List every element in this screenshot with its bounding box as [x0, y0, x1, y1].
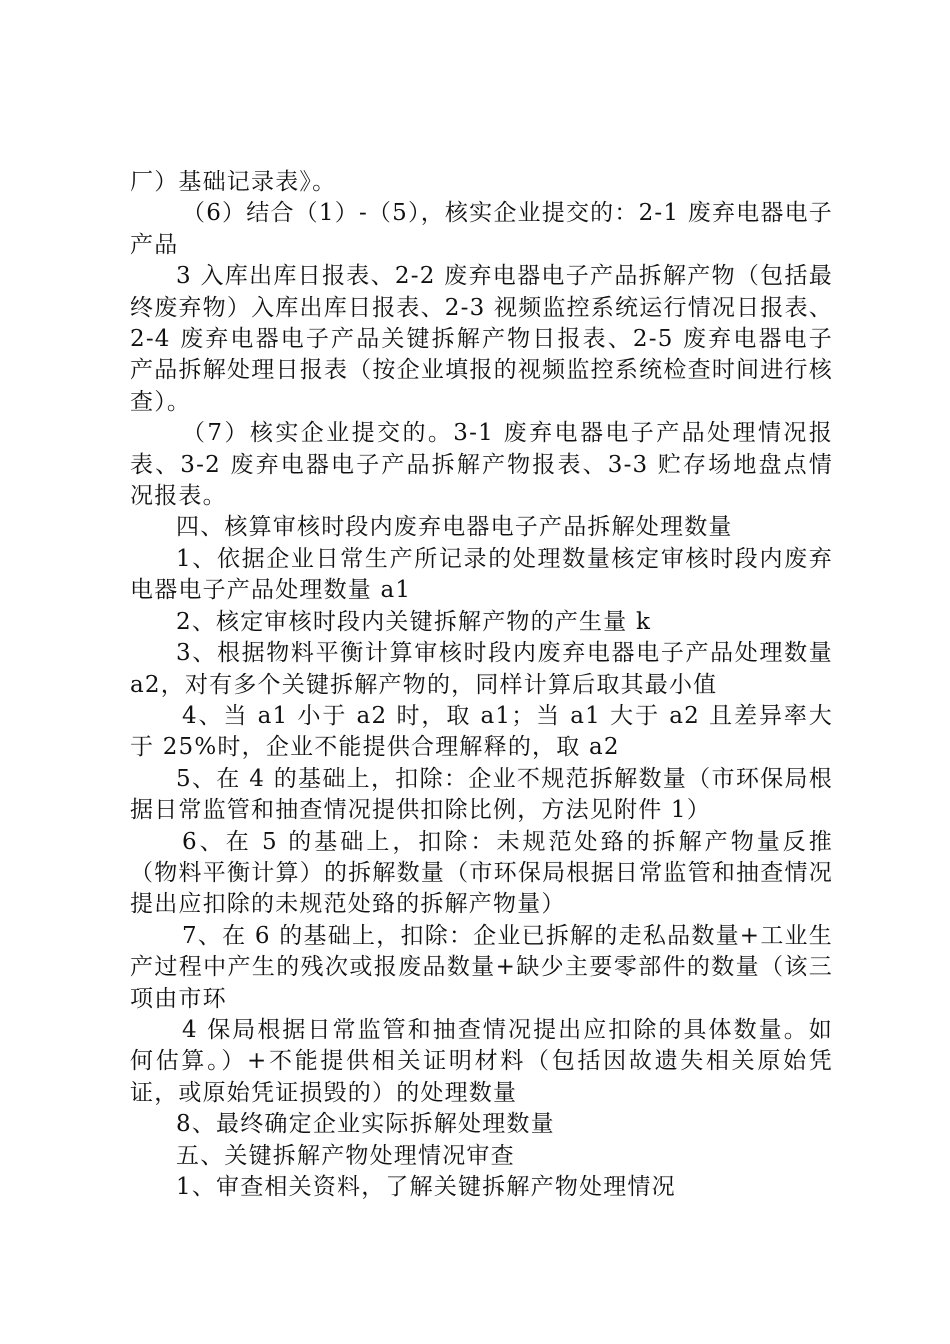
list-item-7: 7、在 6 的基础上，扣除：企业已拆解的走私品数量+工业生产过程中产生的残次或报废品数量+缺少主要零部件的数量（该三项由市环 [130, 922, 833, 1012]
paragraph-item-7: （7）核实企业提交的。3-1 废弃电器电子产品处理情况报表、3-2 废弃电器电子产品拆解产物报表、3-3 贮存场地盘点情况报表。 [130, 420, 833, 510]
paragraph-item-6: （6）结合（1）-（5），核实企业提交的：2-1 废弃电器电子产品 [130, 200, 833, 258]
list-item-5: 5、在 4 的基础上，扣除：企业不规范拆解数量（市环保局根据日常监管和抽查情况提供扣除比例，方法见附件 1） [130, 765, 833, 824]
list-item-1: 1、依据企业日常生产所记录的处理数量核定审核时段内废弃电器电子产品处理数量 a1 [130, 545, 833, 604]
list-item-7-continued: 4 保局根据日常监管和抽查情况提出应扣除的具体数量。如何估算。）+不能提供相关证明材料（包括因故遗失相关原始凭证，或原始凭证损毁的）的处理数量 [130, 1016, 833, 1106]
list-item-2: 2、核定审核时段内关键拆解产物的产生量 k [176, 608, 652, 635]
list-item-5-1: 1、审查相关资料，了解关键拆解产物处理情况 [176, 1174, 676, 1200]
paragraph-report-list: 3 入库出库日报表、2-2 废弃电器电子产品拆解产物（包括最终废弃物）入库出库日报表、2-3 视频监控系统运行情况日报表、2-4 废弃电器电子产品关键拆解产物日报表、2-5 废弃电器电子产品拆解处理日报表（按企业填报的视频监控系统检查时间进行核查）。 [130, 263, 833, 415]
list-item-8: 8、最终确定企业实际拆解处理数量 [176, 1111, 555, 1138]
section-heading-4: 四、核算审核时段内废弃电器电子产品拆解处理数量 [176, 514, 733, 541]
paragraph-continuation: 厂）基础记录表》。 [130, 169, 337, 195]
section-heading-5: 五、关键拆解产物处理情况审查 [176, 1142, 515, 1169]
list-item-4: 4、当 a1 小于 a2 时，取 a1；当 a1 大于 a2 且差异率大于 25%时，企业不能提供合理解释的，取 a2 [130, 702, 833, 761]
list-item-3: 3、根据物料平衡计算审核时段内废弃电器电子产品处理数量 a2，对有多个关键拆解产物的，同样计算后取其最小值 [130, 640, 833, 698]
list-item-6: 6、在 5 的基础上，扣除：未规范处臵的拆解产物量反推（物料平衡计算）的拆解数量（市环保局根据日常监管和抽查情况提出应扣除的未规范处臵的拆解产物量） [130, 828, 833, 918]
document-body [130, 167, 833, 1203]
